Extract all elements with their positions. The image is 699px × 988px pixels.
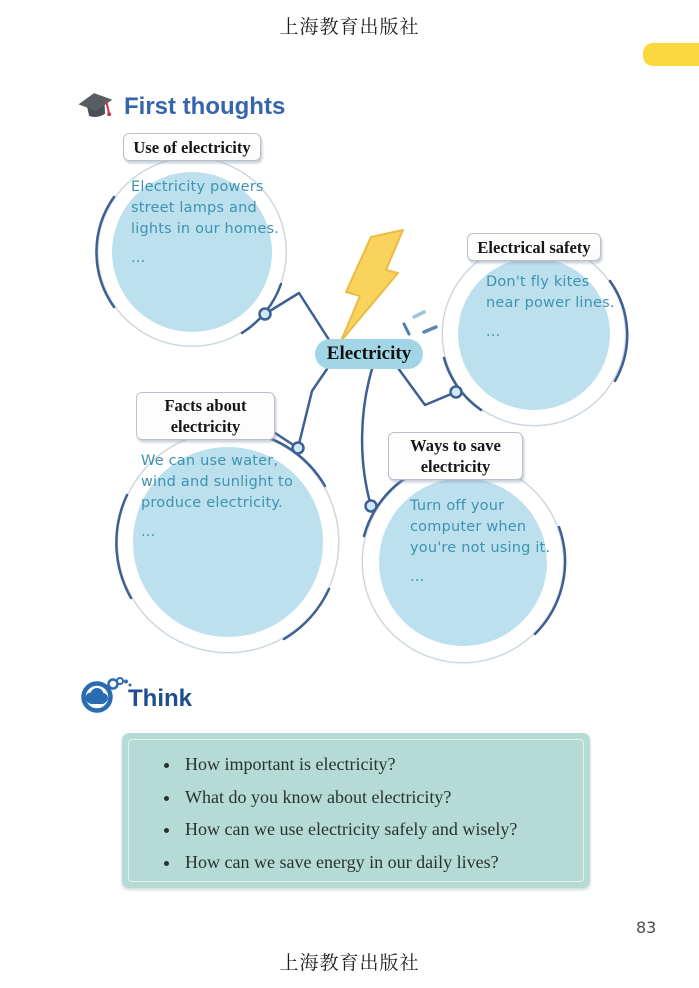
think-question: • How can we use electricity safely and wisely? — [181, 819, 583, 840]
connector-line — [362, 369, 372, 506]
think-heading — [80, 672, 192, 716]
thought-cloud-icon — [80, 672, 132, 716]
first-thoughts-heading — [76, 88, 285, 126]
page-number: 83 — [636, 918, 657, 937]
connector-node — [293, 443, 304, 454]
ring-arc — [116, 495, 131, 598]
label-electrical-safety — [467, 233, 601, 261]
chapter-tab — [643, 43, 699, 66]
publisher-header: 上海教育出版社 — [279, 17, 420, 38]
connector-node — [451, 387, 462, 398]
question-box-inner-border — [128, 739, 584, 882]
first-thoughts-title: First thoughts — [124, 93, 286, 120]
label-text: Ways to save — [410, 436, 501, 455]
label-text: Use of electricity — [133, 137, 251, 157]
lightning-bolt-icon — [341, 230, 403, 341]
think-question: • How important is electricity? — [181, 754, 583, 775]
central-topic-pill: Electricity — [315, 339, 423, 369]
label-text: electricity — [170, 417, 241, 436]
connector-line — [398, 368, 456, 405]
think-question-box — [122, 733, 590, 888]
question-list — [129, 754, 583, 873]
connector-line — [272, 369, 327, 448]
bubble-text-safety: Don't fly kites near power lines. ... — [486, 274, 615, 340]
connector-node — [260, 309, 271, 320]
label-text: Facts about — [164, 396, 247, 415]
think-title: Think — [128, 685, 192, 712]
publisher-footer: 上海教育出版社 — [279, 953, 420, 974]
graduation-cap-icon — [76, 88, 116, 126]
label-text: Electrical safety — [477, 237, 591, 257]
think-question: • How can we save energy in our daily lives? — [181, 852, 583, 873]
connector-line — [265, 293, 333, 346]
bubble-text-facts: We can use water, wind and sunlight to produce electricity. ... — [141, 453, 294, 540]
bubble-text-use: Electricity powers street lamps and lights in our homes. ... — [131, 179, 280, 266]
label-text: electricity — [420, 457, 491, 476]
sparkle-icon — [404, 312, 436, 334]
think-question: • What do you know about electricity? — [181, 787, 583, 808]
label-use-of-electricity — [123, 133, 261, 161]
label-ways-to-save — [388, 432, 523, 480]
bubble-text-ways: Turn off your computer when you're not using it. ... — [410, 498, 551, 585]
label-facts-about-electricity — [136, 392, 275, 440]
connector-node — [366, 501, 377, 512]
